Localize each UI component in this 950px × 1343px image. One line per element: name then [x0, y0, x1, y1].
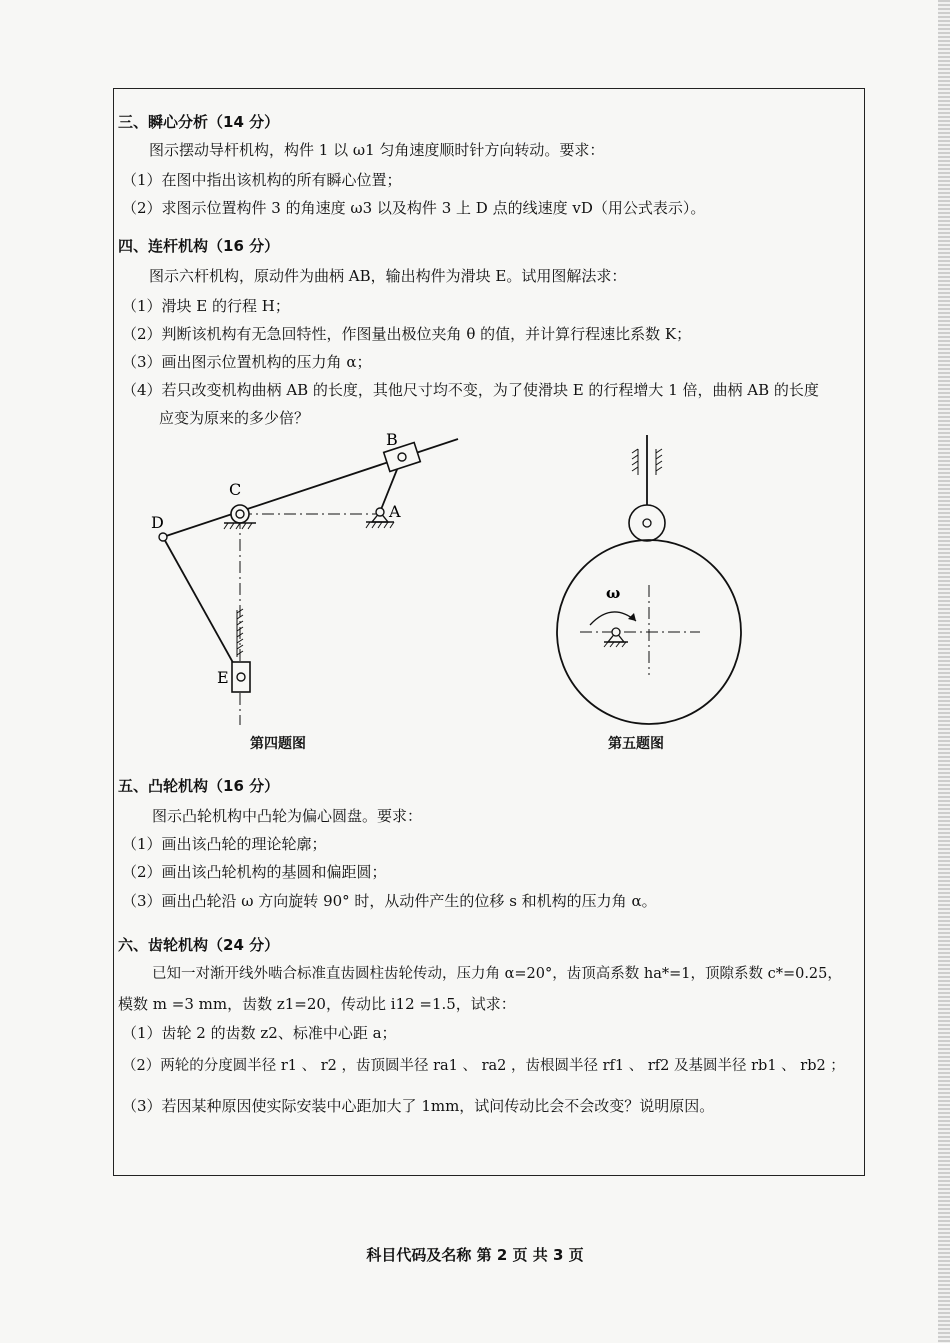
section-6-q2: （2）两轮的分度圆半径 r1 、 r2 ，齿顶圆半径 ra1 、 ra2 ，齿根圆半径 rf1 、 rf2 及基圆半径 rb1 、 rb2 ； [122, 1058, 845, 1074]
section-5-q3: （3）画出凸轮沿 ω 方向旋转 90° 时，从动件产生的位移 s 和机构的压力角 α。 [122, 892, 657, 910]
figure-4-caption: 第四题图 [250, 736, 306, 752]
section-4-q4-line1: （4）若只改变机构曲柄 AB 的长度，其他尺寸均不变，为了使滑块 E 的行程增大 1 倍，曲柄 AB 的长度 [122, 381, 819, 399]
section-3-title: 三、瞬心分析（14 分） [118, 113, 280, 131]
section-3-q2: （2）求图示位置构件 3 的角速度 ω3 以及构件 3 上 D 点的线速度 vD（用公式表示）。 [122, 199, 706, 217]
section-4-q2: （2）判断该机构有无急回特性，作图量出极位夹角 θ 的值，并计算行程速比系数 K； [122, 325, 692, 343]
section-4-intro: 图示六杆机构，原动件为曲柄 AB，输出构件为滑块 E。试用图解法求： [149, 267, 627, 285]
section-4-q4-line2: 应变为原来的多少倍？ [159, 409, 310, 427]
section-4-title: 四、连杆机构（16 分） [118, 237, 280, 255]
section-3-q1: （1）在图中指出该机构的所有瞬心位置； [122, 171, 402, 189]
section-6-paragraph-1: 已知一对渐开线外啮合标准直齿圆柱齿轮传动，压力角 α=20°，齿顶高系数 ha*=1，顶隙系数 c*=0.25， [152, 966, 842, 982]
label-c: C [229, 480, 242, 499]
section-5-q2: （2）画出该凸轮机构的基圆和偏距圆； [122, 863, 387, 881]
label-a: A [389, 502, 401, 521]
section-4-q3: （3）画出图示位置机构的压力角 α； [122, 353, 372, 371]
section-6-title: 六、齿轮机构（24 分） [118, 936, 280, 954]
section-5-intro: 图示凸轮机构中凸轮为偏心圆盘。要求： [152, 807, 423, 825]
label-e: E [217, 668, 229, 687]
figure-4-linkage [140, 425, 470, 735]
figure-5-caption: 第五题图 [608, 736, 664, 752]
section-6-q3: （3）若因某种原因使实际安装中心距加大了 1mm，试问传动比会不会改变？说明原因。 [122, 1097, 715, 1115]
section-5-q1: （1）画出该凸轮的理论轮廓； [122, 835, 327, 853]
section-6-paragraph-2: 模数 m =3 mm，齿数 z1=20，传动比 i12 =1.5，试求： [118, 995, 516, 1013]
figure-5-cam [550, 425, 750, 725]
label-b: B [386, 430, 398, 449]
cam-pivot [604, 628, 628, 647]
label-omega: ω [606, 584, 621, 602]
section-6-q1: （1）齿轮 2 的齿数 z2、标准中心距 a； [122, 1024, 397, 1042]
joint-d [159, 533, 167, 541]
scan-edge [938, 0, 950, 1343]
link-de [163, 537, 241, 677]
section-3-intro: 图示摆动导杆机构，构件 1 以 ω1 匀角速度顺时针方向转动。要求： [149, 141, 605, 159]
section-4-q1: （1）滑块 E 的行程 H； [122, 297, 290, 315]
section-5-title: 五、凸轮机构（16 分） [118, 777, 280, 795]
page-footer: 科目代码及名称 第 2 页 共 3 页 [366, 1246, 584, 1264]
label-d: D [151, 513, 164, 532]
